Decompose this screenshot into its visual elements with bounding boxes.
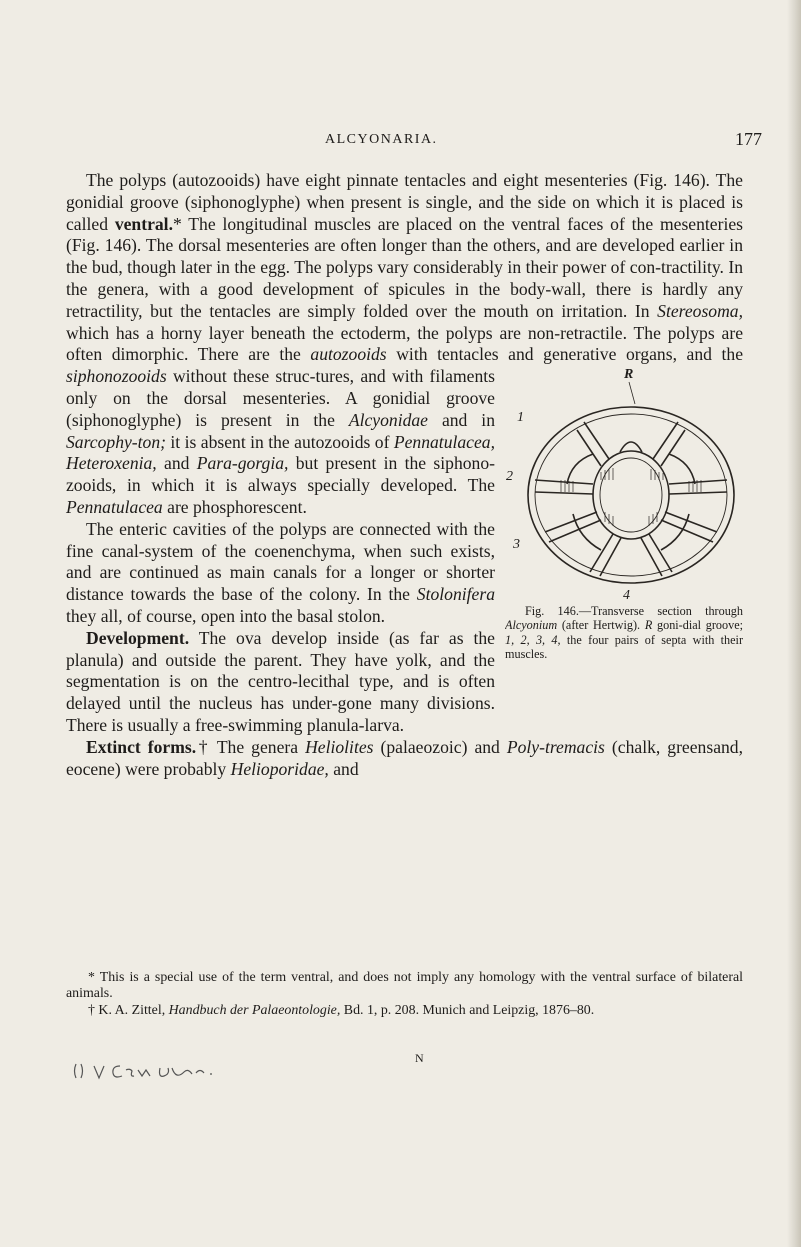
page-edge [787, 0, 801, 1247]
signature-letter: N [415, 1051, 424, 1065]
body-text [66, 170, 743, 780]
paragraph-extinct-forms: Extinct forms.† The genera Heliolites (palaeozoic) and Poly-tremacis (chalk, greensand, eocene) were probably Helioporidae, and [66, 736, 743, 779]
handwritten-annotation [72, 1058, 322, 1084]
page-number: 177 [735, 129, 762, 149]
footnote-zittel: † K. A. Zittel, Handbuch der Palaeontologie, Bd. 1, p. 208. Munich and Leipzig, 1876–80. [88, 1002, 595, 1018]
heading-development: Development. [86, 627, 190, 648]
paragraph-enteric: The enteric cavities of the polyps are connected with the fine canal-system of the coenenchyma, when such exists, and are continued as main canals for a longer or shorter distance towards the base of the colony. In the Stolonifera they all, of course, open into the basal stolon. [66, 518, 495, 626]
figure-caption: Fig. 146.—Transverse section through Alcyonium (after Hertwig). R goni-dial groove; 1, 2, 3, 4, the four pairs of septa with their muscles. [505, 604, 743, 662]
label-2: 2 [506, 469, 513, 485]
footnotes [66, 970, 743, 1019]
label-1: 1 [517, 410, 524, 426]
alcyonium-section-diagram [505, 362, 743, 700]
term-ventral: ventral. [114, 213, 173, 234]
paragraph-development: Development. The ova develop inside (as far as the planula) and outside the parent. They have yolk, and the segmentation is on the centro-lecithal type, and is often delayed until the nucleus has under-gone many divisions. There is usually a free-swimming planula-larva. [66, 627, 495, 735]
paragraph-polyps: The polyps (autozooids) have eight pinnate tentacles and eight mesenteries (Fig. 146). The gonidial groove (siphonoglyphe) when present is single, and the side on which it is placed is called ventral.* The longitudinal muscles are placed on the ventral faces of the mesenteries (Fig. 146). The dorsal mesenteries are often longer than the others, and are developed earlier in the bud, though later in the egg. The polyps vary considerably in their power of con-tractility. In the genera, with a good development of spicules in the body-wall, there is hardly any retractility, but the tentacles are simply folded over the mouth on irritation. In Stereosoma, which has a horny layer beneath the ectoderm, the polyps are non-retractile. The polyps are often dimorphic. There are the autozooids with tentacles and generative organs, and the R 1 2 3 4 Fig. 146.—Transverse section through Alcyonium (after Hertwig). R goni-dial groove; 1, 2, 3, 4, the four pairs of septa with their muscles. siphonozooids without these struc-tures, and with filaments only on the dorsal mesenteries. A gonidial groove (siphonoglyphe) is present in the Alcyonidae and in Sarcophy-ton; it is absent in the autozooids of Pennatulacea, Heteroxenia, and Para-gorgia, but present in the siphono-zooids, in which it is always specially developed. The Pennatulacea are phosphorescent. [66, 170, 743, 519]
footnote-ventral: * This is a special use of the term ventral, and does not imply any homology with the ventral surface of bilateral animals. [66, 970, 743, 1002]
label-r: R [624, 367, 634, 383]
page-header [0, 129, 801, 151]
running-head: ALCYONARIA. [325, 132, 438, 147]
heading-extinct-forms: Extinct forms. [86, 736, 197, 757]
figure-146 [505, 362, 743, 700]
label-4: 4 [623, 588, 630, 604]
label-3: 3 [513, 537, 520, 553]
